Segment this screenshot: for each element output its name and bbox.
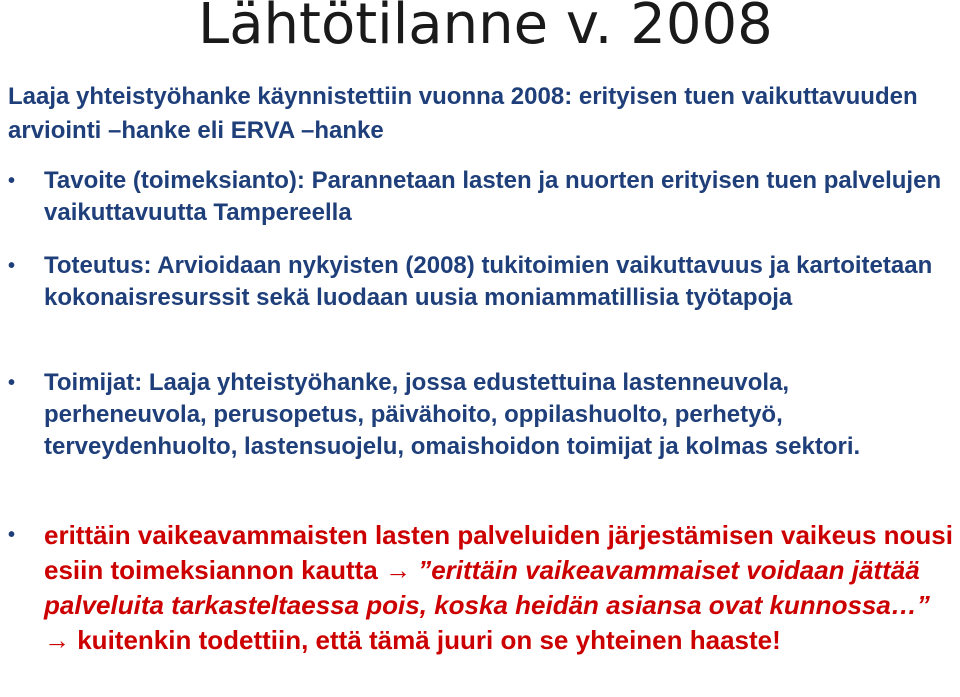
- arrow-right-icon: →: [44, 625, 70, 655]
- highlight-part-1: erittäin vaikeavammaisten lasten palveluiden järjestämisen vaikeus nousi esiin toimeksiannon kautta: [44, 520, 953, 585]
- bullet-text: Toimijat: Laaja yhteistyöhanke, jossa edustettuina lastenneuvola, perheneuvola, perusopetus, päivähoito, oppilashuolto, perhetyö, terveydenhuolto, lastensuojelu, omaishoidon toimijat ja kolmas sektori.: [44, 369, 861, 460]
- arrow-right-icon: →: [384, 555, 411, 585]
- intro-paragraph: Laaja yhteistyöhanke käynnistettiin vuonna 2008: erityisen tuen vaikuttavuuden arviointi –hanke eli ERVA –hanke: [8, 83, 918, 144]
- bullet-icon: •: [8, 372, 16, 394]
- bullet-text: Toteutus: Arvioidaan nykyisten (2008) tukitoimien vaikuttavuus ja kartoitetaan kokonaisresurssit sekä luodaan uusia moniammatillisia työtapoja: [44, 252, 933, 311]
- bullet-icon: •: [8, 255, 16, 277]
- bullet-icon: •: [8, 170, 16, 192]
- bullet-text: Tavoite (toimeksianto): Parannetaan lasten ja nuorten erityisen tuen palvelujen vaikuttavuutta Tampereella: [44, 167, 942, 226]
- highlight-quote: ”erittäin vaikeavammaiset voidaan jättää palveluita tarkasteltaessa pois, koska heidän asiansa ovat kunnossa…”: [44, 555, 930, 620]
- highlight-text: [44, 518, 960, 658]
- bullet-icon: •: [8, 524, 16, 546]
- slide-title: Lähtötilanne v. 2008: [198, 0, 773, 57]
- highlight-part-3: kuitenkin todettiin, että tämä juuri on se yhteinen haaste!: [70, 625, 781, 655]
